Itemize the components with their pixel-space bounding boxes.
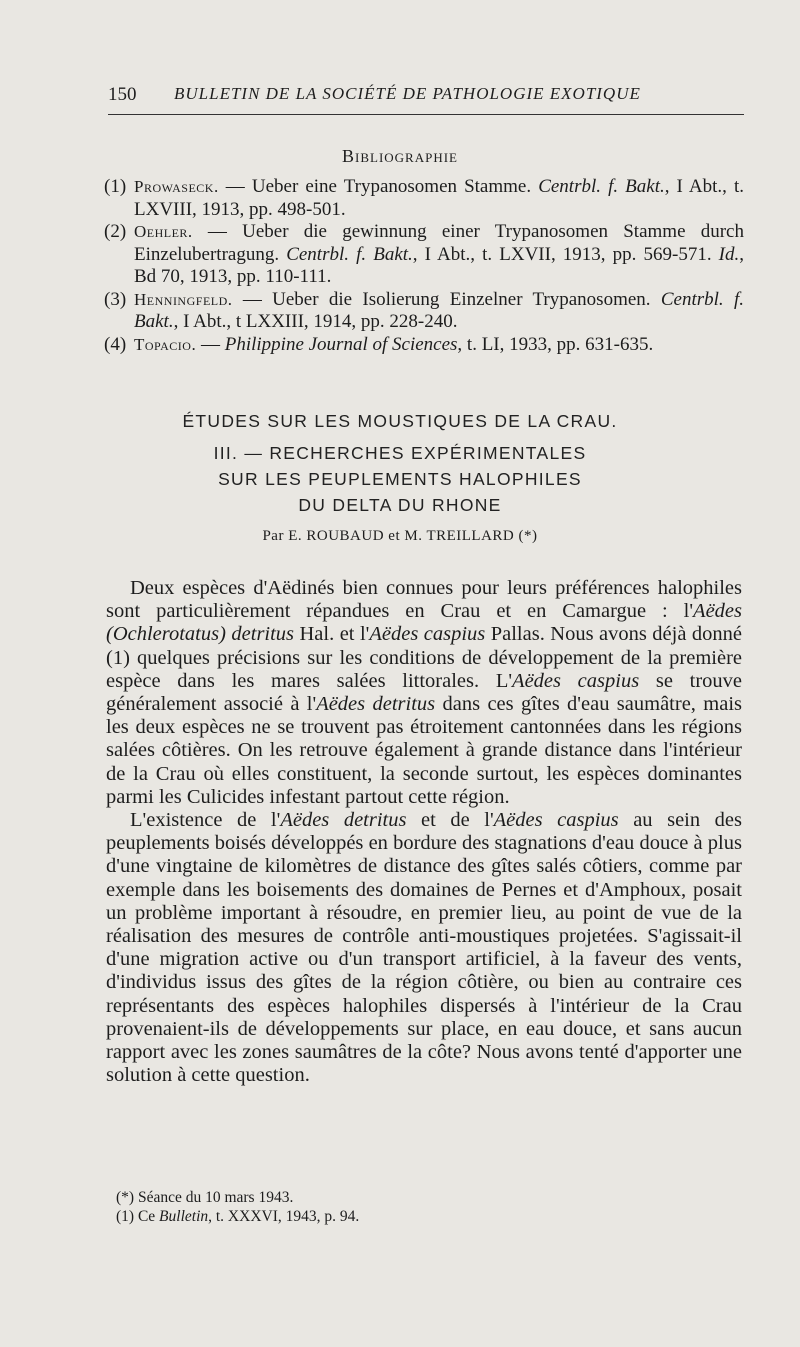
article-body [106,577,742,1087]
footnotes [116,1188,736,1226]
article-title-line: SUR LES PEUPLEMENTS HALOPHILES [218,469,582,489]
article-title-line: ÉTUDES SUR LES MOUSTIQUES DE LA CRAU. [182,411,618,431]
running-title: BULLETIN DE LA SOCIÉTÉ DE PATHOLOGIE EXOTIQUE [174,84,641,103]
bibliography-list [104,176,744,356]
footnote-1: (*) Séance du 10 mars 1943. [116,1189,294,1206]
reference-journal: Centrbl. f. Bakt. [134,288,745,332]
reference-journal: Centrbl. f. Bakt. [538,176,665,197]
reference-number: (2) [104,221,127,242]
reference-number: (1) [104,176,127,197]
bibliography-heading: Bibliographie [342,146,458,166]
reference-author: Oehler. [134,222,193,241]
reference-2: (2) Oehler. — Ueber die gewinnung einer Trypanosomen Stamme durch Einzelubertragung. Centrbl. f. Bakt., I Abt., t. LXVII, 1913, pp. 569-571. Id., Bd 70, 1913, pp. 110-111. [104,221,744,287]
reference-journal: Id. [718,243,740,265]
reference-journal: Philippine Journal of Sciences [224,333,458,355]
reference-author: Henningfeld. [134,289,233,309]
reference-1: (1) Prowaseck. — Ueber eine Trypanosomen Stamme. Centrbl. f. Bakt., I Abt., t. LXVIII, 1913, pp. 498-501. [104,176,745,220]
reference-3: (3) Henningfeld. — Ueber die Isolierung Einzelner Trypanosomen. Centrbl. f. Bakt., I Abt., t LXXIII, 1914, pp. 228-240. [104,288,745,332]
reference-number: (3) [104,288,127,310]
article-title-line: III. — RECHERCHES EXPÉRIMENTALES [213,443,587,463]
reference-number: (4) [104,333,127,355]
reference-author: Prowaseck. [134,177,219,196]
reference-4: (4) Topacio. — Philippine Journal of Sciences, t. LI, 1933, pp. 631-635. [104,333,654,355]
header-rule [108,114,744,115]
article-title [0,408,800,518]
article-byline: Par E. ROUBAUD et M. TREILLARD (*) [262,528,538,544]
footnote-2: (1) Ce Bulletin, t. XXXVI, 1943, p. 94. [116,1208,360,1225]
paragraph-1: Deux espèces d'Aëdinés bien connues pour leurs préférences halophiles sont particulièrement répandues en Crau et en Camargue : l'Aëdes (Ochlerotatus) detritus Hal. et l'Aëdes caspius Pallas. Nous avons déjà donné (1) quelques précisions sur les conditions de développement de la première espèce dans les mares salées littorales. L'Aëdes caspius se trouve généralement associé à l'Aëdes detritus dans ces gîtes d'eau saumâtre, mais les deux espèces ne se trouvent pas étroitement cantonnées dans les régions salées côtières. On les retrouve également à grande distance dans l'intérieur de la Crau où elles constituent, la seconde surtout, les espèces dominantes parmi les Culicides infestant partout cette région. [106,577,743,808]
running-header [108,84,740,110]
reference-journal: Centrbl. f. Bakt. [286,243,413,265]
page-number: 150 [108,84,137,105]
article-title-line: DU DELTA DU RHONE [298,495,502,515]
paragraph-2: L'existence de l'Aëdes detritus et de l'Aëdes caspius au sein des peuplements boisés développés en bordure des stagnations d'eau douce à plus d'une vingtaine de kilomètres de distance des gîtes salés côtiers, comme par exemple dans les boisements des domaines de Pernes et d'Amphoux, posait un problème important à résoudre, en premier lieu, au point de vue de la réalisation des mesures de contrôle anti-moustiques projetées. S'agissait-il d'une migration active ou d'un transport artificiel, à la faveur des vents, d'individus issus des gîtes de la région côtière, ou bien au contraire ces représentants des espèces halophiles dispersés à l'intérieur de la Crau provenaient-ils de développements sur place, en eau douce, et sans aucun rapport avec les zones saumâtres de la côte? Nous avons tenté d'apporter une solution à cette question. [106,809,742,1087]
reference-author: Topacio. [134,334,197,354]
